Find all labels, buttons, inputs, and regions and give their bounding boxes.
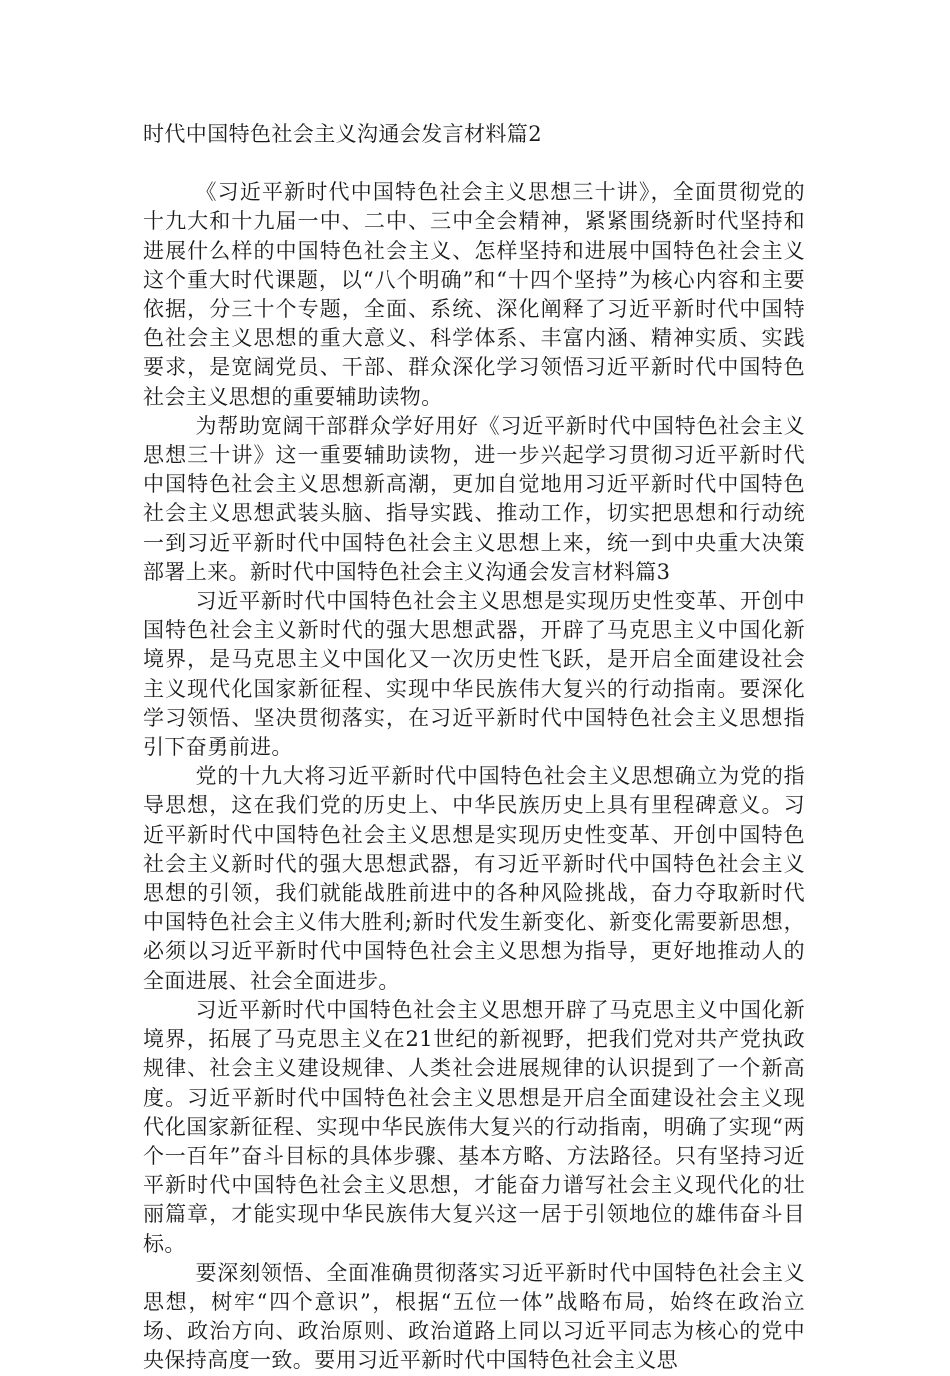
paragraph-1: 《习近平新时代中国特色社会主义思想三十讲》，全面贯彻党的十九大和十九届一中、二中、三中全会精神，紧紧围绕新时代坚持和进展什么样的中国特色社会主义、怎样坚持和进展中国特色社会主义这个重大时代课题，以“八个明确”和“十四个坚持”为核心内容和主要依据，分三十个专题，全面、系统、深化阐释了习近平新时代中国特色社会主义思想的重大意义、科学体系、丰富内涵、精神实质、实践要求，是宽阔党员、干部、群众深化学习领悟习近平新时代中国特色社会主义思想的重要辅助读物。 [143, 180, 805, 409]
paragraph-4: 党的十九大将习近平新时代中国特色社会主义思想确立为党的指导思想，这在我们党的历史上、中华民族历史上具有里程碑意义。习近平新时代中国特色社会主义思想是实现历史性变革、开创中国特色社会主义新时代的强大思想武器，有习近平新时代中国特色社会主义思想的引领，我们就能战胜前进中的各种风险挑战，奋力夺取新时代中国特色社会主义伟大胜利;新时代发生新变化、新变化需要新思想，必须以习近平新时代中国特色社会主义思想为指导，更好地推动人的全面进展、社会全面进步。 [143, 764, 805, 993]
paragraph-5: 习近平新时代中国特色社会主义思想开辟了马克思主义中国化新境界，拓展了马克思主义在21世纪的新视野，把我们党对共产党执政规律、社会主义建设规律、人类社会进展规律的认识提到了一个新高度。习近平新时代中国特色社会主义思想是开启全面建设社会主义现代化国家新征程、实现中华民族伟大复兴的行动指南，明确了实现“两个一百年”奋斗目标的具体步骤、基本方略、方法路径。只有坚持习近平新时代中国特色社会主义思想，才能奋力谱写社会主义现代化的壮丽篇章，才能实现中华民族伟大复兴这一居于引领地位的雄伟奋斗目标。 [143, 997, 805, 1256]
paragraph-6: 要深刻领悟、全面准确贯彻落实习近平新时代中国特色社会主义思想，树牢“四个意识”，根据“五位一体”战略布局，始终在政治立场、政治方向、政治原则、政治道路上同以习近平同志为核心的党中央保持高度一致。要用习近平新时代中国特色社会主义思 [143, 1260, 805, 1373]
paragraph-2: 为帮助宽阔干部群众学好用好《习近平新时代中国特色社会主义思想三十讲》这一重要辅助读物，进一步兴起学习贯彻习近平新时代中国特色社会主义思想新高潮，更加自觉地用习近平新时代中国特色社会主义思想武装头脑、指导实践、推动工作，切实把思想和行动统一到习近平新时代中国特色社会主义思想上来，统一到中央重大决策部署上来。新时代中国特色社会主义沟通会发言材料篇3 [143, 413, 805, 584]
paragraph-3: 习近平新时代中国特色社会主义思想是实现历史性变革、开创中国特色社会主义新时代的强大思想武器，开辟了马克思主义中国化新境界，是马克思主义中国化又一次历史性飞跃，是开启全面建设社会主义现代化国家新征程、实现中华民族伟大复兴的行动指南。要深化学习领悟、坚决贯彻落实，在习近平新时代中国特色社会主义思想指引下奋勇前进。 [143, 589, 805, 760]
document-heading: 时代中国特色社会主义沟通会发言材料篇2 [143, 122, 542, 146]
document-body [143, 120, 805, 1376]
